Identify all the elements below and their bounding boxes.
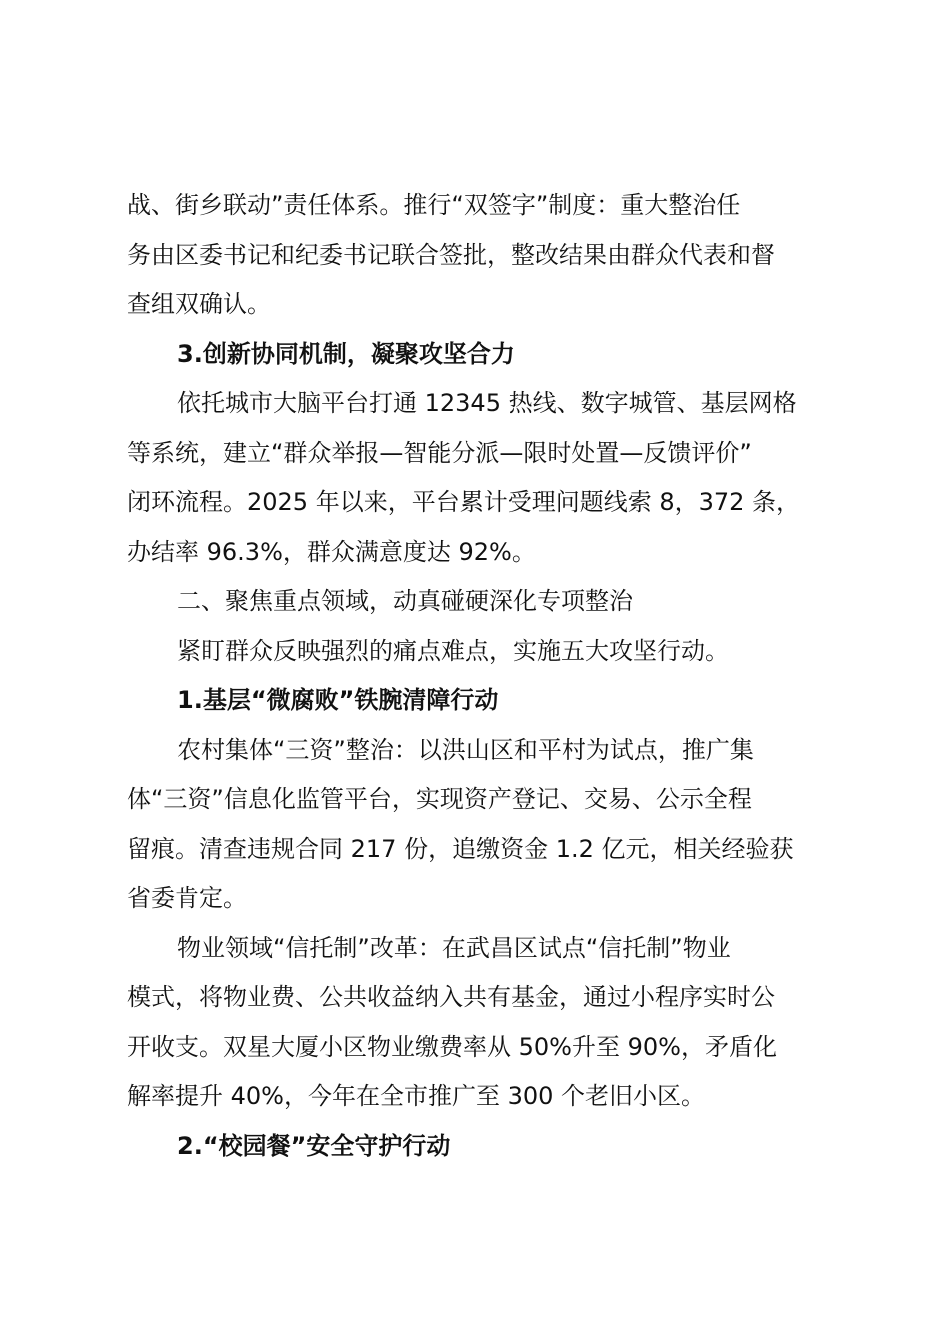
section-heading: 1.基层“微腐败”铁腕清障行动: [177, 686, 499, 714]
body-text-line: 开收支。双星大厦小区物业缴费率从 50%升至 90%，矛盾化: [127, 1032, 777, 1061]
chapter-heading: 二、聚焦重点领域，动真碰硬深化专项整治: [177, 587, 633, 615]
body-text-line: 体“三资”信息化监管平台，实现资产登记、交易、公示全程: [127, 785, 752, 813]
paragraph-first-line: 农村集体“三资”整治：以洪山区和平村为试点，推广集: [177, 735, 754, 764]
paragraph-first-line: 物业领域“信托制”改革：在武昌区试点“信托制”物业: [177, 933, 731, 962]
body-text-line: 办结率 96.3%，群众满意度达 92%。: [127, 537, 536, 566]
body-text-line: 留痕。清查违规合同 217 份，追缴资金 1.2 亿元，相关经验获: [127, 834, 794, 863]
body-text-line: 等系统，建立“群众举报—智能分派—限时处置—反馈评价”: [127, 438, 752, 467]
body-text-line: 省委肯定。: [127, 884, 247, 912]
section-heading: 2.“校园餐”安全守护行动: [177, 1131, 451, 1160]
paragraph-first-line: 紧盯群众反映强烈的痛点难点，实施五大攻坚行动。: [177, 636, 729, 665]
body-text-line: 务由区委书记和纪委书记联合签批，整改结果由群众代表和督: [127, 240, 775, 269]
body-text-line: 战、街乡联动”责任体系。推行“双签字”制度：重大整治任: [127, 191, 741, 219]
body-text-line: 闭环流程。2025 年以来，平台累计受理问题线索 8，372 条，: [127, 488, 801, 516]
body-text-line: 查组双确认。: [127, 290, 271, 318]
document-body: [127, 181, 852, 1171]
section-heading: 3.创新协同机制，凝聚攻坚合力: [177, 339, 515, 368]
paragraph-first-line: 依托城市大脑平台打通 12345 热线、数字城管、基层网格: [177, 389, 797, 417]
body-text-line: 解率提升 40%，今年在全市推广至 300 个老旧小区。: [127, 1082, 706, 1110]
body-text-line: 模式，将物业费、公共收益纳入共有基金，通过小程序实时公: [127, 983, 775, 1011]
